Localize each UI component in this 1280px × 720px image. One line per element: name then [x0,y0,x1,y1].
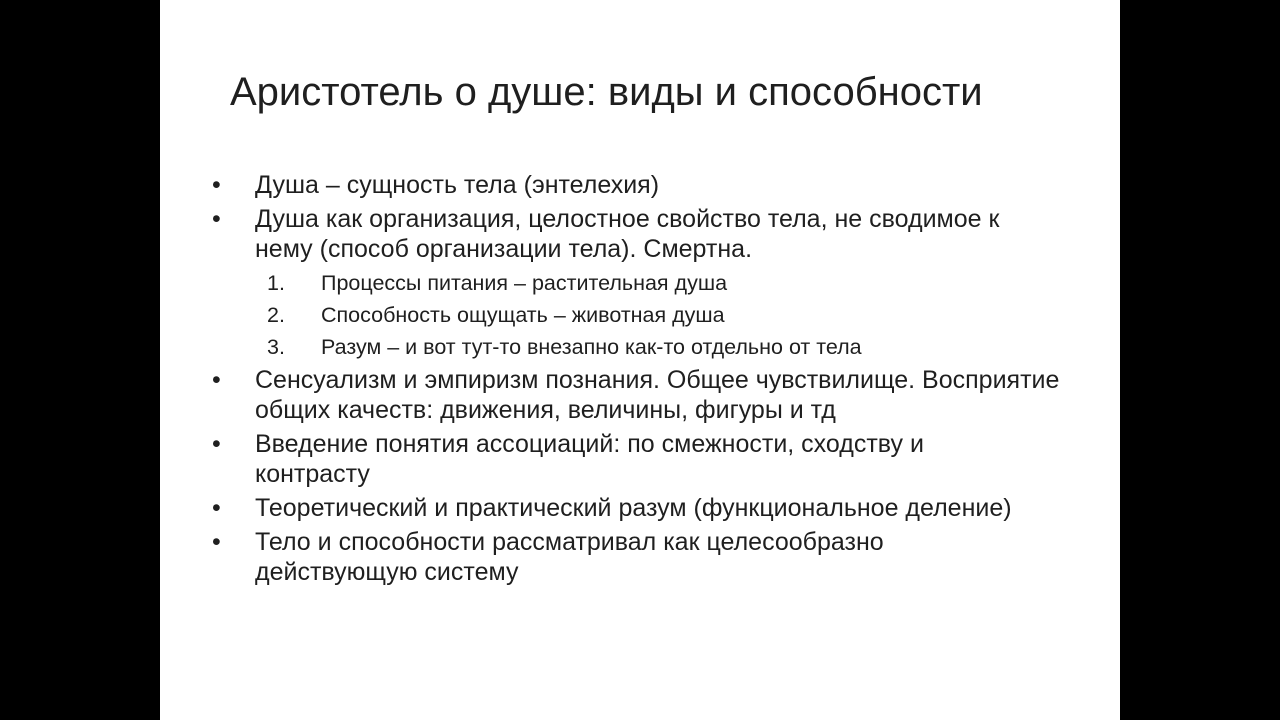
bullet-text: Душа – сущность тела (энтелехия) [255,171,660,199]
item-number: 2. [267,303,285,327]
bullet-marker: • [212,528,221,556]
numbered-item [212,267,1092,299]
letterbox-left [0,0,160,720]
item-text: Процессы питания – растительная душа [321,271,728,295]
numbered-item [212,299,1092,331]
slide-title: Аристотель о душе: виды и способности [230,70,983,114]
bullet-marker: • [212,494,221,522]
bullet-item [212,170,1092,200]
bullet-item [212,429,1035,489]
item-number: 3. [267,335,285,359]
bullet-text: Тело и способности рассматривал как целесообразно действующую систему [255,528,884,586]
bullet-text: Душа как организация, целостное свойство тела, не сводимое к нему (способ организации тела). Смертна. [255,205,1000,263]
bullet-text: Сенсуализм и эмпиризм познания. Общее чувствилище. Восприятие общих качеств: движения, величины, фигуры и тд [255,366,1060,424]
item-number: 1. [267,271,285,295]
bullet-item [212,527,995,587]
numbered-sublist [212,267,1092,363]
bullet-text: Введение понятия ассоциаций: по смежности, сходству и контрасту [255,430,924,488]
letterbox-right [1120,0,1280,720]
bullet-item [212,204,1055,264]
item-text: Разум – и вот тут-то внезапно как-то отдельно от тела [321,335,862,359]
bullet-item [212,493,1015,523]
slide-content [212,170,1092,591]
slide [160,0,1120,720]
bullet-marker: • [212,430,221,458]
bullet-marker: • [212,366,221,394]
bullet-text: Теоретический и практический разум (функциональное деление) [255,494,1012,522]
bullet-item [212,365,1075,425]
numbered-item [212,331,1092,363]
bullet-marker: • [212,205,221,233]
item-text: Способность ощущать – животная душа [321,303,725,327]
bullet-marker: • [212,171,221,199]
